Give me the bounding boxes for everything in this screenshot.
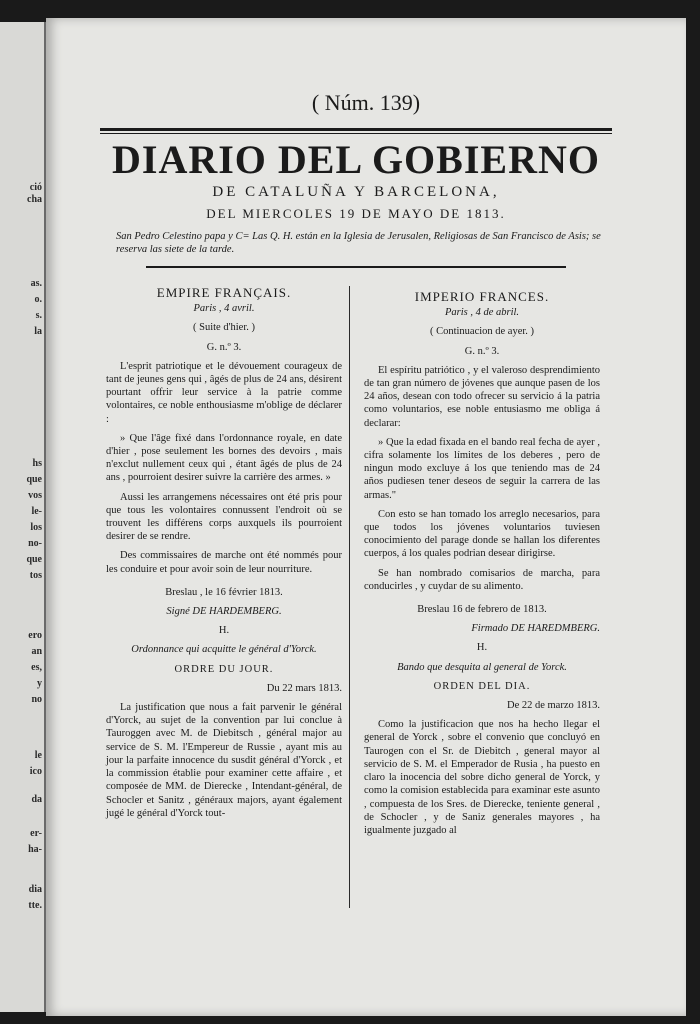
french-order-title: Ordonnance qui acquitte le général d'Yorck. [131,644,317,656]
left-fragment: que [26,554,42,565]
spanish-place: Paris , 4 de abril. [444,307,520,319]
spanish-order-title: Bando que desquita al general de Yorck. [397,661,567,673]
left-fragment: s. [35,310,42,321]
spanish-heading: IMPERIO FRANCES. [414,289,550,304]
spanish-paragraph-4: Se han nombrado comisarios de marcha, para conducirles , y cuydar de su alimento. [364,567,600,592]
french-continuation: ( Suite d'hier. ) [193,322,255,334]
issue-dateline: DEL MIERCOLES 19 DE MAYO DE 1813. [206,206,506,221]
french-letter: G. n.º 3. [206,341,242,353]
left-fragment: la [34,326,42,337]
left-fragment: tos [29,570,42,581]
spanish-signature: Firmado DE HAREDMBERG. [471,623,600,635]
spanish-letter: G. n.º 3. [464,345,500,357]
french-paragraph-5: La justification que nous a fait parvenir le général d'Yorck, au sujet de la convention par lui conclue à Tauroggen avec M. de Diebitsch , général major au service de S. M. l'Empereur de Russie , ayant mis au jour la parfaite innocence du susdit général d'Yorck , et la commission établie pour examiner cette affaire , et composée de MM. de Dierecke , Intendant-général, de Schocler et Sanitz , généraux majors, ayant également jugé le général d'Yorck tout- [106,702,342,819]
left-fragment: as. [30,278,42,289]
newspaper-subtitle: DE CATALUÑA Y BARCELONA, [212,184,500,200]
spanish-order-heading: ORDEN DEL DIA. [433,680,531,692]
french-signature: Signé DE HARDEMBERG. [166,606,282,618]
spanish-paragraph-3: Con esto se han tomado los arreglo necesarios, para que todos los jóvenes voluntarios tuviesen conocimiento del parage donde se hallan los diferentes cuerpos, á los quales podrian desear dirigirse. [364,508,600,560]
left-fragment: ico [29,766,42,777]
left-fragment: tte. [28,900,42,911]
left-fragment: o. [34,294,42,305]
spanish-paragraph-5: Como la justificacion que nos ha hecho llegar el general de Yorck , sobre el convenio que concluyó en Taurogen con el Sr. de Diebitch , general mayor al servicio de S. M. el Emperador de Rusia , ha puesto en claro la inocencia del sobre dicho general de Yorck, y como la comision establecida para examinar este asunto , compuesta de los Sres. de Dierecke, teniente general , de Schocler , y de Saniz generales mayores , ha igualmente juzgado al [364,719,600,836]
french-paragraph-2: » Que l'âge fixé dans l'ordonnance royale, en date d'hier , pose seulement les bornes des devoirs , mais n'exclut nullement ceux qui , étant âgés de plus de 24 ans , pourroient desirer suivre la carrière des armes. » [106,432,342,484]
french-place: Paris , 4 avril. [193,303,255,315]
left-fragment: da [31,794,42,805]
french-order-date: Du 22 mars 1813. [266,682,342,694]
spanish-order-date: De 22 de marzo 1813. [506,700,600,712]
spanish-letter-h: H. [476,642,488,654]
issue-number: ( Núm. 139) [311,90,421,115]
french-order-heading: ORDRE DU JOUR. [174,663,274,675]
spanish-continuation: ( Continuacion de ayer. ) [429,326,535,338]
left-fragment: le- [31,506,42,517]
french-paragraph-1: L'esprit patriotique et le dévouement courageux de tant de jeunes gens qui , âgés de plus de 24 ans, désirent pourtant offrir leur service à la patrie comme volontaires, ce noble enthousiasme m'oblige de déclarer : [106,360,342,425]
saints-notice: San Pedro Celestino papa y C= Las Q. H. están en la Iglesia de Jerusalen, Religiosas de San Francisco de Asis; se reserva las siete de la tarde. [116,231,601,255]
left-fragment: ció [29,182,42,193]
left-page-fragment [0,22,46,1012]
left-fragment: ero [28,630,42,641]
french-letter-h: H. [218,625,230,637]
french-date: Breslau , le 16 février 1813. [165,586,283,598]
left-fragment: no [31,694,42,705]
left-fragment: no- [28,538,42,549]
spanish-column [364,290,600,837]
left-fragment: hs [32,458,42,469]
left-fragment: es, [31,662,42,673]
newspaper-page [46,18,686,1016]
left-fragment: le [34,750,42,761]
left-fragment: ha- [28,844,42,855]
french-heading: EMPIRE FRANÇAIS. [156,285,292,300]
left-fragment: vos [28,490,42,501]
spanish-paragraph-1: El espíritu patriótico , y el valeroso desprendimiento de tan gran número de jóvenes que aunque pasen de los 24 años, desean con todo ofrecer su servicio á la patria como voluntarios, ese noble entusiasmo me obliga á declarar: [364,364,600,429]
french-paragraph-3: Aussi les arrangemens nécessaires ont été pris pour que tous les volontaires connussent l'endroit où se trouvent les différens corps auxquels ils pourroient desirer de se rendre. [106,491,342,543]
left-fragment: los [30,522,42,533]
newspaper-title: DIARIO DEL GOBIERNO [112,137,600,182]
left-fragment: dia [28,884,42,895]
left-fragment: y [37,678,42,689]
header-rule-top [100,128,612,131]
header-rule-top-thin [100,133,612,134]
spanish-date: Breslau 16 de febrero de 1813. [417,604,547,616]
spanish-paragraph-2: » Que la edad fixada en el bando real fecha de ayer , cifra solamente los límites de los deberes , pero de ningun modo excluye á los que teniendo mas de 24 años pudiesen tener deseos de seguir la carrera de las armas." [364,436,600,501]
left-fragment: que [26,474,42,485]
left-fragment: cha [27,194,42,205]
french-column [106,286,342,820]
column-divider [349,286,350,908]
left-fragment: er- [30,828,42,839]
french-paragraph-4: Des commissaires de marche ont été nommés pour les conduire et pour avoir soin de leur nourriture. [106,550,342,575]
header-rule-bottom [146,266,566,268]
left-fragment: an [31,646,42,657]
